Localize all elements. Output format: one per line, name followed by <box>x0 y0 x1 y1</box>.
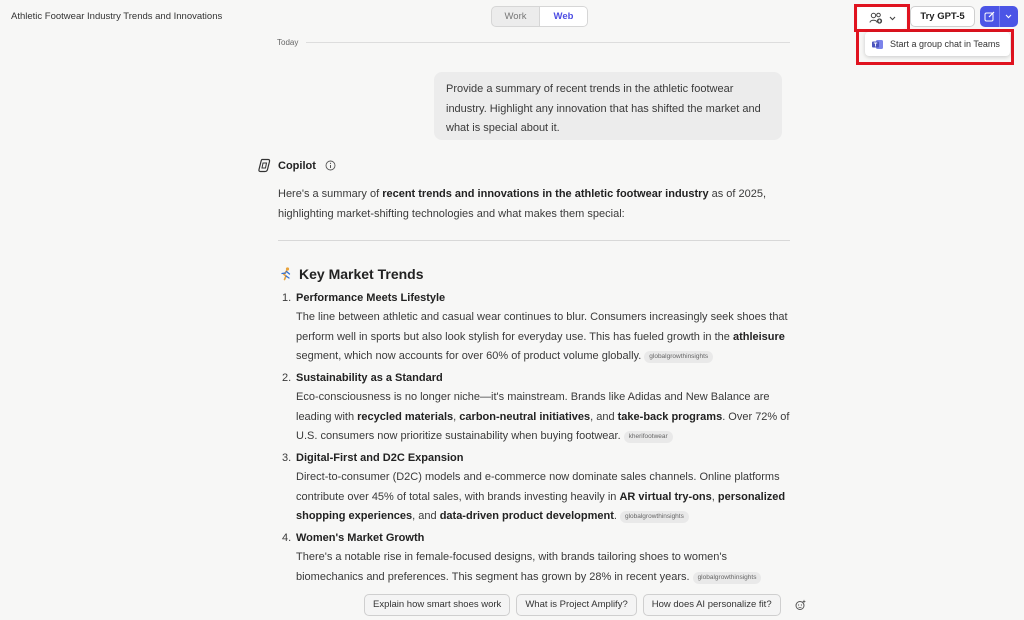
assistant-header <box>257 158 336 173</box>
copilot-logo-icon <box>257 158 272 173</box>
trend-title: Women's Market Growth <box>296 532 425 544</box>
trend-body: There's a notable rise in female-focused designs, with brands tailoring shoes to women's biomechanics and preferences. This segment has grown by 28% in recent years. globalgrowthinsights <box>296 548 792 587</box>
citation-tag[interactable]: globalgrowthinsights <box>620 511 689 523</box>
chevron-down-icon <box>889 16 896 21</box>
people-add-icon <box>869 12 883 24</box>
date-divider-line <box>306 42 790 43</box>
new-chat-dropdown[interactable] <box>999 6 1019 27</box>
try-gpt5-button[interactable]: Try GPT-5 <box>910 6 975 27</box>
more-suggestions-icon[interactable] <box>793 598 807 612</box>
suggestion-chip[interactable]: Explain how smart shoes work <box>364 594 510 616</box>
date-label: Today <box>277 38 299 47</box>
trend-body: Eco-consciousness is no longer niche—it's mainstream. Brands like Adidas and New Balance are leading with recycled materials, carbon-neutral initiatives, and take-back programs. Over 72% of U.S. consumers now prioritize sustainability when buying footwear. kherifootwear <box>296 391 790 442</box>
citation-tag[interactable]: globalgrowthinsights <box>693 572 762 584</box>
citation-tag[interactable]: kherifootwear <box>624 431 673 443</box>
mode-web-tab[interactable]: Web <box>539 7 587 26</box>
trend-title: Performance Meets Lifestyle <box>296 292 446 304</box>
teams-icon <box>872 39 884 50</box>
user-message-bubble: Provide a summary of recent trends in the athletic footwear industry. Highlight any innovation that has shifted the market and what is special about it. <box>434 72 782 140</box>
assistant-intro: Here's a summary of recent trends and innovations in the athletic footwear industry as of 2025, highlighting market-shifting technologies and what makes them special: <box>278 188 767 220</box>
info-icon[interactable] <box>325 160 336 171</box>
runner-emoji-icon <box>279 267 293 281</box>
content-divider <box>278 240 790 241</box>
trend-item-4: 4. Women's Market Growth There's a notable rise in female-focused designs, with brands tailoring shoes to women's biomechanics and preferences. This segment has grown by 28% in recent years. globalgrowthinsights <box>282 529 792 587</box>
group-chat-button[interactable] <box>858 7 906 29</box>
compose-icon <box>984 11 995 22</box>
trend-item-1: 1. Performance Meets Lifestyle The line between athletic and casual wear continues to blur. Consumers increasingly seek shoes that perform well in sports but also look stylish for everyday use. This has fueled growth in the athleisure segment, which now accounts for over 60% of product volume globally. globalgrowthinsights <box>282 289 792 367</box>
trend-body: The line between athletic and casual wear continues to blur. Consumers increasingly seek shoes that perform well in sports but also look stylish for everyday use. This has fueled growth in the athleisure segment, which now accounts for over 60% of product volume globally. globalgrowthinsights <box>296 311 788 362</box>
trend-body: Direct-to-consumer (D2C) models and e-commerce now dominate sales channels. Online platforms contribute over 45% of total sales, with brands investing heavily in AR virtual try-ons, personalized shopping experiences, and data-driven product development. globalgrowthinsights <box>296 471 786 522</box>
new-chat-button[interactable] <box>980 6 1018 27</box>
teams-menu-label: Start a group chat in Teams <box>890 39 1000 49</box>
trend-item-3: 3. Digital-First and D2C Expansion Direct-to-consumer (D2C) models and e-commerce now dominate sales channels. Online platforms contribute over 45% of total sales, with brands investing heavily in AR virtual try-ons, personalized shopping experiences, and data-driven product development. globalgrowthinsights <box>282 449 792 527</box>
section-title: Key Market Trends <box>299 266 424 282</box>
new-chat-icon-area[interactable] <box>980 6 999 27</box>
suggestion-bar <box>364 594 807 616</box>
page-title: Athletic Footwear Industry Trends and Innovations <box>11 11 223 22</box>
start-teams-group-chat-item[interactable] <box>865 32 1010 56</box>
section-heading <box>279 266 424 282</box>
chevron-down-icon <box>1005 14 1012 19</box>
trend-title: Digital-First and D2C Expansion <box>296 452 464 464</box>
mode-work-tab[interactable]: Work <box>504 11 527 22</box>
citation-tag[interactable]: globalgrowthinsights <box>644 351 713 363</box>
date-separator <box>277 38 790 47</box>
suggestion-chip[interactable]: What is Project Amplify? <box>516 594 636 616</box>
trend-item-2: 2. Sustainability as a Standard Eco-consciousness is no longer niche—it's mainstream. Brands like Adidas and New Balance are leading with recycled materials, carbon-neutral initiatives, and take-back programs. Over 72% of U.S. consumers now prioritize sustainability when buying footwear. kherifootwear <box>282 369 792 447</box>
suggestion-chip[interactable]: How does AI personalize fit? <box>643 594 781 616</box>
trend-title: Sustainability as a Standard <box>296 372 443 384</box>
assistant-name: Copilot <box>278 159 316 172</box>
mode-toggle <box>491 6 588 27</box>
